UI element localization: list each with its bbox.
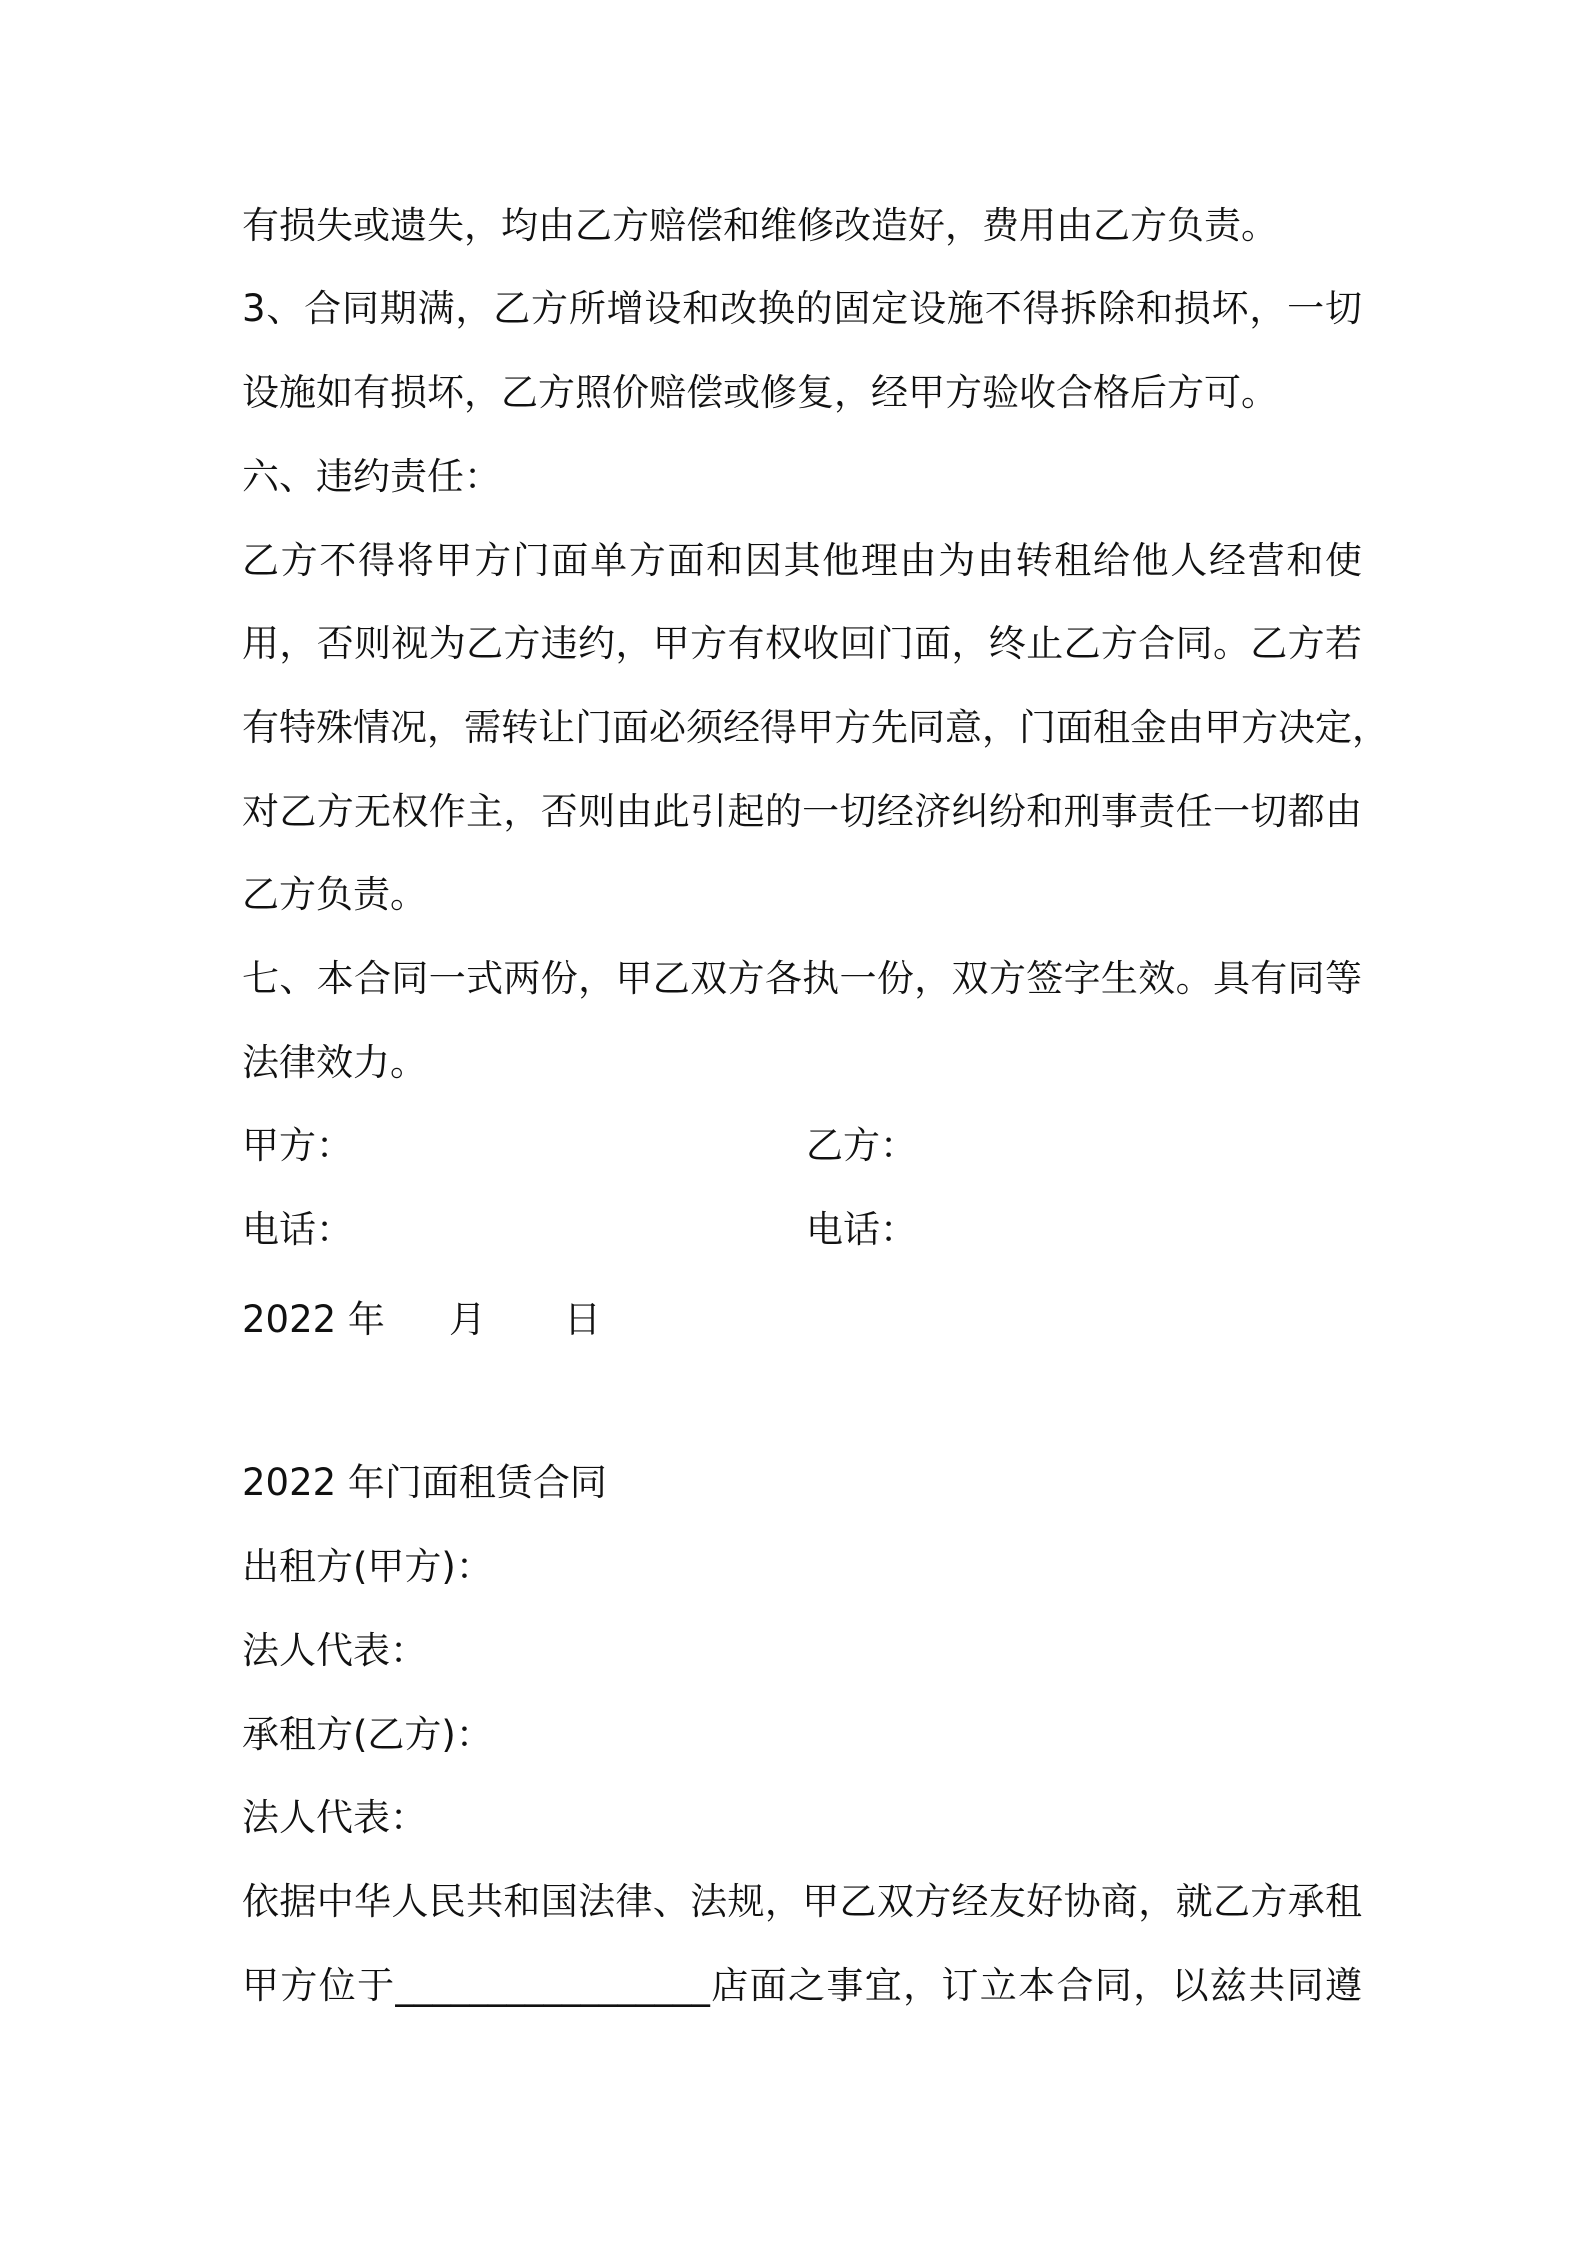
section-heading: 六、违约责任： bbox=[242, 455, 501, 498]
lessor-rep-label: 法人代表： bbox=[242, 1629, 427, 1672]
paragraph-line: 有损失或遗失，均由乙方赔偿和维修改造好，费用由乙方负责。 bbox=[242, 204, 1278, 247]
paragraph-line: 乙方不得将甲方门面单方面和因其他理由为由转租给他人经营和使 bbox=[242, 539, 1362, 582]
paragraph-line: 依据中华人民共和国法律、法规，甲乙双方经友好协商，就乙方承租 bbox=[242, 1880, 1362, 1923]
paragraph-line: 法律效力。 bbox=[242, 1041, 427, 1084]
party-a-label: 甲方： bbox=[242, 1124, 353, 1167]
paragraph-line: 甲方位于_________________店面之事宜，订立本合同，以兹共同遵 bbox=[242, 1964, 1362, 2007]
date-month: 月 bbox=[449, 1298, 486, 1341]
paragraph-line: 设施如有损坏，乙方照价赔偿或修复，经甲方验收合格后方可。 bbox=[242, 371, 1278, 414]
party-b-label: 乙方： bbox=[806, 1124, 917, 1167]
contract-title: 2022 年门面租赁合同 bbox=[242, 1461, 607, 1504]
paragraph-line: 3、合同期满，乙方所增设和改换的固定设施不得拆除和损坏，一切 bbox=[242, 287, 1362, 330]
date-year: 2022 年 bbox=[242, 1298, 385, 1341]
lessee-label: 承租方(乙方)： bbox=[242, 1713, 493, 1756]
lessor-label: 出租方(甲方)： bbox=[242, 1545, 493, 1588]
paragraph-line: 对乙方无权作主，否则由此引起的一切经济纠纷和刑事责任一切都由 bbox=[242, 790, 1362, 833]
lessee-rep-label: 法人代表： bbox=[242, 1796, 427, 1839]
paragraph-line: 有特殊情况，需转让门面必须经得甲方先同意，门面租金由甲方决定， bbox=[242, 706, 1389, 749]
paragraph-line: 用，否则视为乙方违约，甲方有权收回门面，终止乙方合同。乙方若 bbox=[242, 622, 1362, 665]
phone-a-label: 电话： bbox=[242, 1208, 353, 1251]
paragraph-line: 乙方负责。 bbox=[242, 873, 427, 916]
date-day: 日 bbox=[564, 1298, 601, 1341]
paragraph-line: 七、本合同一式两份，甲乙双方各执一份，双方签字生效。具有同等 bbox=[242, 957, 1362, 1000]
phone-b-label: 电话： bbox=[806, 1208, 917, 1251]
